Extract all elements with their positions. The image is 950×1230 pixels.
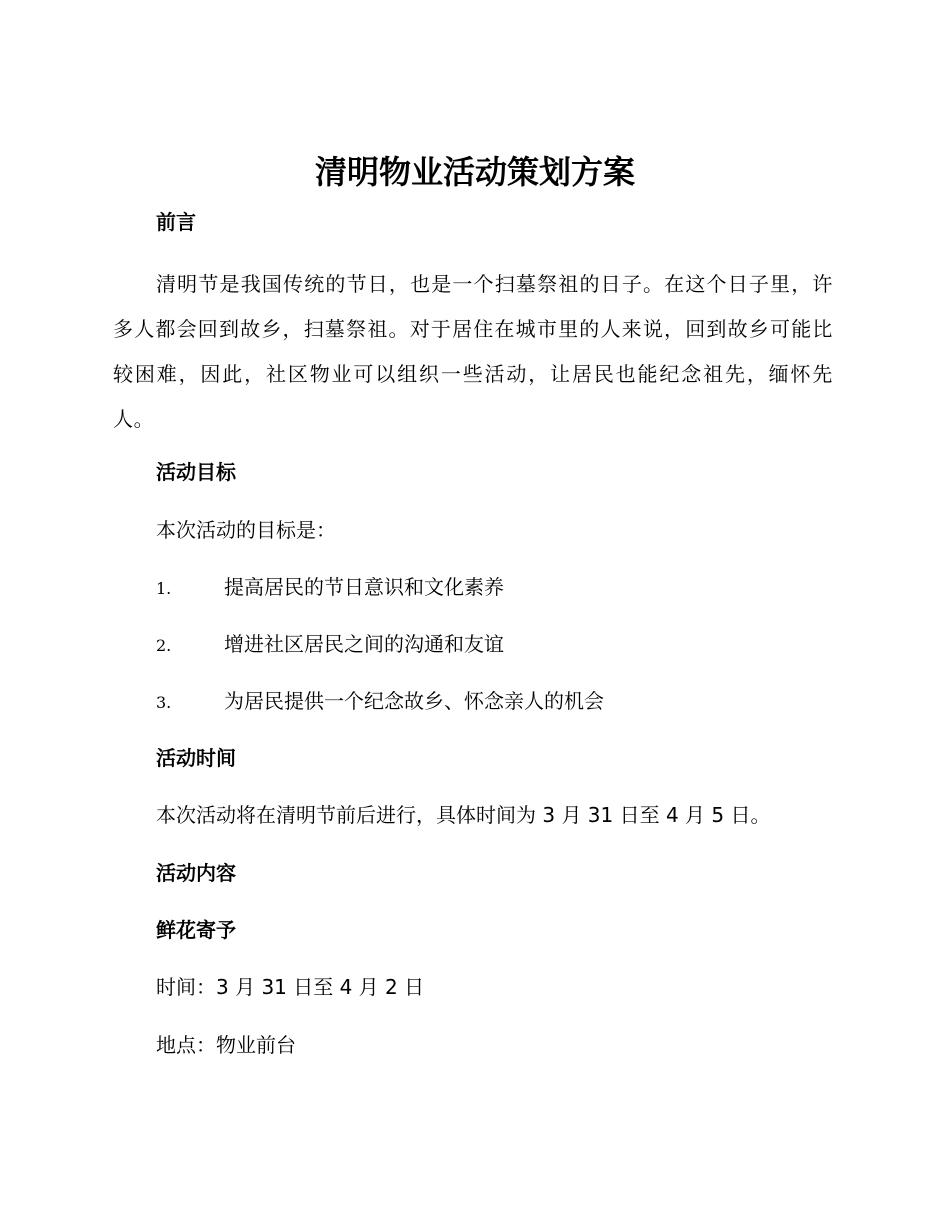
goal-item-3 <box>156 687 604 717</box>
goal-number: 1. <box>156 579 172 598</box>
time-heading: 活动时间 <box>156 746 236 770</box>
goals-intro: 本次活动的目标是： <box>156 518 336 542</box>
goal-item-1 <box>156 573 504 603</box>
goal-text: 为居民提供一个纪念故乡、怀念亲人的机会 <box>224 689 604 713</box>
goals-heading: 活动目标 <box>156 460 236 484</box>
document-title: 清明物业活动策划方案 <box>314 153 635 191</box>
preface-heading: 前言 <box>156 210 196 234</box>
goal-text: 增进社区居民之间的沟通和友谊 <box>224 632 504 656</box>
content-heading: 活动内容 <box>156 861 236 885</box>
goal-text: 提高居民的节日意识和文化素养 <box>224 575 504 599</box>
goal-number: 3. <box>156 693 172 712</box>
goal-item-2 <box>156 630 504 660</box>
preface-paragraph: 清明节是我国传统的节日，也是一个扫墓祭祖的日子。在这个日子里，许多人都会回到故乡，扫墓祭祖。对于居住在城市里的人来说，回到故乡可能比较困难，因此，社区物业可以组织一些活动，让居民也能纪念祖先，缅怀先人。 <box>113 272 833 431</box>
flower-heading: 鲜花寄予 <box>156 918 236 942</box>
flower-time: 时间：3 月 31 日至 4 月 2 日 <box>156 975 425 999</box>
flower-place: 地点：物业前台 <box>156 1033 296 1057</box>
goal-number: 2. <box>156 636 172 655</box>
time-text: 本次活动将在清明节前后进行，具体时间为 3 月 31 日至 4 月 5 日。 <box>156 803 771 827</box>
